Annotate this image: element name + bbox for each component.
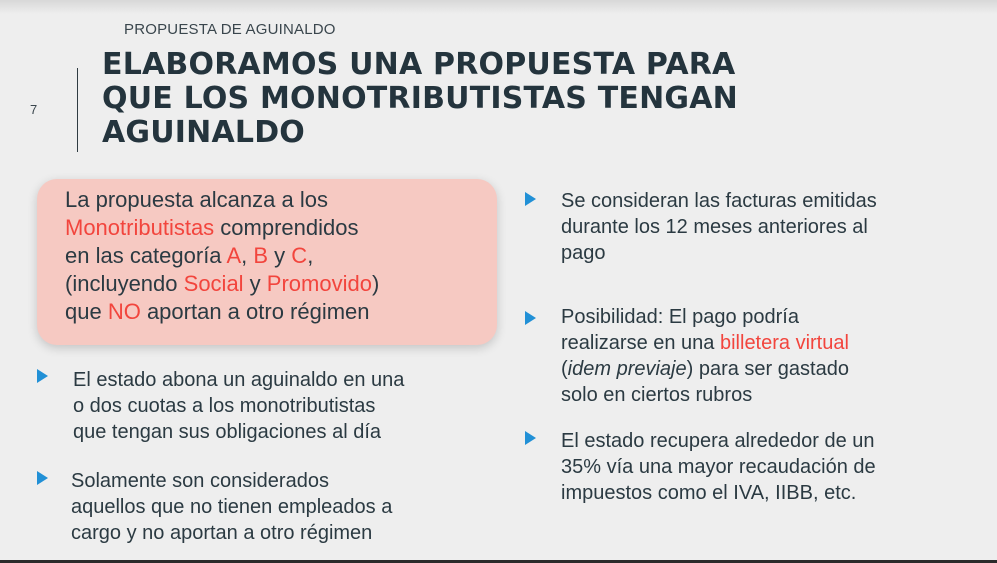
title-line-3: AGUINALDO [102, 115, 306, 150]
bullet-line: 35% vía una mayor recaudación de [561, 456, 876, 478]
callout-text-segment: comprendidos [214, 215, 359, 240]
callout-line-4 [65, 270, 495, 298]
bullet-text-segment: ( [561, 358, 568, 380]
callout-line-1 [65, 186, 495, 214]
bullet-line: El estado recupera alrededor de un [561, 430, 875, 452]
bullet-text-segment: ) para ser gastado [686, 358, 849, 380]
callout-highlight: NO [107, 299, 141, 324]
bullet-arrow-icon [37, 471, 48, 485]
bullet-arrow-icon [525, 192, 536, 206]
callout-text-segment: ) [371, 271, 380, 296]
top-shadow [0, 0, 997, 14]
section-label: PROPUESTA DE AGUINALDO [124, 21, 336, 38]
callout-highlight: Promovido [266, 271, 372, 296]
callout-text-segment: que [65, 299, 108, 324]
bullet-text-segment: realizarse en una [561, 332, 720, 354]
callout-text-segment: (incluyendo [65, 271, 184, 296]
bullet-line: pago [561, 242, 606, 264]
callout-text [65, 186, 495, 326]
callout-highlight: Monotributistas [65, 215, 215, 240]
bullet-line: El estado abona un aguinaldo en una [73, 369, 405, 391]
callout-highlight: Social [183, 271, 244, 296]
callout-text-segment: y [243, 271, 267, 296]
bullet-item-left-2 [71, 468, 501, 546]
bullet-line: aquellos que no tienen empleados a [71, 496, 393, 518]
callout-text-segment: , [307, 243, 314, 268]
bullet-line: Posibilidad: El pago podría [561, 306, 799, 328]
bullet-arrow-icon [37, 369, 48, 383]
bullet-item-left-1 [73, 367, 503, 445]
bullet-item-right-2 [561, 304, 981, 408]
bullet-line: Solamente son considerados [71, 470, 329, 492]
callout-highlight: A [226, 243, 242, 268]
bullet-line: que tengan sus obligaciones al día [73, 421, 382, 443]
page-title [102, 48, 862, 150]
bullet-line [561, 356, 981, 382]
bullet-line: solo en ciertos rubros [561, 384, 753, 406]
callout-line-5 [65, 298, 495, 326]
bullet-line: Se consideran las facturas emitidas [561, 190, 877, 212]
callout-text-segment: , [241, 243, 254, 268]
callout-text-segment: La propuesta alcanza a los [65, 187, 328, 212]
callout-text-segment: aportan a otro régimen [140, 299, 370, 324]
bullet-line: o dos cuotas a los monotributistas [73, 395, 376, 417]
bullet-italic-segment: idem previaje [567, 358, 687, 380]
title-divider [77, 68, 78, 152]
bullet-line [561, 330, 981, 356]
bullet-highlight: billetera virtual [719, 332, 849, 354]
callout-line-2 [65, 214, 495, 242]
title-line-2: QUE LOS MONOTRIBUTISTAS TENGAN [102, 81, 738, 116]
callout-highlight: B [253, 243, 269, 268]
bullet-arrow-icon [525, 311, 536, 325]
bullet-line: cargo y no aportan a otro régimen [71, 522, 373, 544]
callout-line-3 [65, 242, 495, 270]
callout-highlight: C [291, 243, 308, 268]
bullet-line: durante los 12 meses anteriores al [561, 216, 868, 238]
bullet-arrow-icon [525, 431, 536, 445]
page-number: 7 [30, 102, 38, 117]
bullet-line: impuestos como el IVA, IIBB, etc. [561, 482, 857, 504]
bullet-item-right-3 [561, 428, 981, 506]
callout-text-segment: y [268, 243, 292, 268]
callout-text-segment: en las categoría [65, 243, 227, 268]
title-line-1: ELABORAMOS UNA PROPUESTA PARA [102, 47, 736, 82]
bullet-item-right-1 [561, 188, 981, 266]
